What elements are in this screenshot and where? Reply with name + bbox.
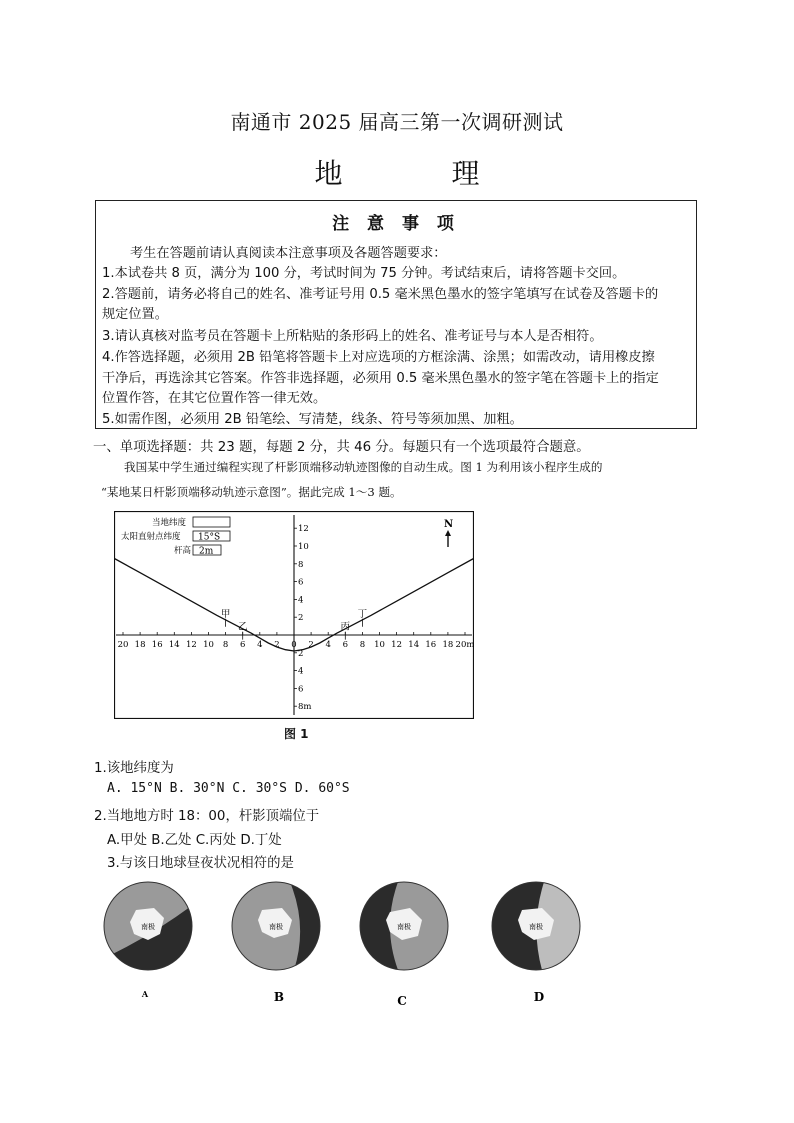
x-tick-label: 0 bbox=[291, 640, 297, 650]
globe-label-b: B bbox=[273, 990, 285, 1004]
x-tick-label: 2 bbox=[308, 640, 314, 650]
point-label: 乙 bbox=[237, 621, 248, 633]
notice-heading: 注 意 事 项 bbox=[332, 214, 460, 234]
figure-caption: 图 1 bbox=[284, 727, 309, 741]
globe-center-text: 南极 bbox=[397, 923, 411, 931]
globe-c bbox=[360, 882, 448, 970]
section-heading: 一、单项选择题：共 23 题，每题 2 分，共 46 分。每题只有一个选项最符合题意。 bbox=[93, 440, 590, 455]
notice-intro: 考生在答题前请认真阅读本注意事项及各题答题要求： bbox=[130, 246, 447, 261]
notice-line: 5.如需作图，必须用 2B 铅笔绘、写清楚，线条、符号等须加黑、加粗。 bbox=[102, 412, 523, 427]
y-tick-label: 6 bbox=[298, 684, 304, 695]
x-tick-label: 16 bbox=[425, 640, 437, 650]
latitude-label: 当地纬度 bbox=[152, 518, 187, 528]
y-tick-label: 2 bbox=[298, 613, 304, 624]
subsolar-label: 太阳直射点纬度 bbox=[121, 532, 181, 542]
y-tick-label: 4 bbox=[298, 666, 304, 677]
x-tick-label: 20 bbox=[117, 640, 129, 650]
point-label: 丙 bbox=[340, 621, 351, 633]
x-tick-label: 18 bbox=[134, 640, 146, 650]
notice-line: 干净后，再选涂其它答案。作答非选择题，必须用 0.5 毫米黑色墨水的签字笔在答题卡上的指定 bbox=[102, 371, 659, 386]
x-tick-label: 4 bbox=[325, 640, 331, 650]
x-tick-label: 14 bbox=[408, 640, 420, 650]
globe-label-d: D bbox=[533, 990, 545, 1004]
x-tick-label: 12 bbox=[185, 640, 197, 650]
question-stem: 我国某中学生通过编程实现了杆影顶端移动轨迹图像的自动生成。图 1 为利用该小程序生成的 bbox=[124, 460, 603, 474]
globe-label-c: C bbox=[397, 994, 407, 1008]
y-tick-label: 8 bbox=[298, 559, 304, 570]
notice-line: 1.本试卷共 8 页，满分为 100 分，考试时间为 75 分钟。考试结束后，请将答题卡交回。 bbox=[102, 266, 626, 281]
globe-b bbox=[232, 882, 322, 970]
x-tick-label: 12 bbox=[391, 640, 403, 650]
x-tick-label: 8 bbox=[359, 640, 366, 650]
x-tick-label: 4 bbox=[257, 640, 263, 650]
x-tick-label: 8 bbox=[222, 640, 229, 650]
x-tick-label: 10 bbox=[374, 640, 385, 650]
latitude-field bbox=[193, 517, 230, 527]
globe-label-a: A bbox=[141, 989, 149, 999]
question-1-options: A. 15°N B. 30°N C. 30°S D. 60°S bbox=[107, 781, 350, 796]
x-tick-label: 18 bbox=[442, 640, 454, 650]
globe-d bbox=[492, 882, 582, 970]
globe-center-text: 南极 bbox=[529, 923, 543, 931]
question-2-stem: 2.当地地方时 18：00，杆影顶端位于 bbox=[94, 809, 320, 824]
globe-a bbox=[104, 882, 194, 974]
y-tick-label: 10 bbox=[298, 542, 309, 552]
pole-label: 杆高 bbox=[174, 546, 192, 556]
notice-line: 规定位置。 bbox=[102, 307, 168, 322]
pole-value: 2m bbox=[199, 546, 214, 557]
subsolar-value: 15°S bbox=[198, 532, 221, 543]
notice-line: 3.请认真核对监考员在答题卡上所粘贴的条形码上的姓名、准考证号与本人是否相符。 bbox=[102, 329, 603, 344]
notice-box bbox=[95, 200, 697, 429]
x-tick-label: 10 bbox=[203, 640, 214, 650]
y-tick-label: 2 bbox=[298, 648, 304, 659]
question-2-options: A.甲处 B.乙处 C.丙处 D.丁处 bbox=[107, 833, 282, 848]
notice-line: 位置作答，在其它位置作答一律无效。 bbox=[102, 391, 327, 406]
question-1-stem: 1.该地纬度为 bbox=[94, 761, 174, 776]
x-tick-label: 14 bbox=[168, 640, 180, 650]
y-tick-label: 8m bbox=[298, 702, 312, 713]
notice-line: 2.答题前，请务必将自己的姓名、准考证号用 0.5 毫米黑色墨水的签字笔填写在试卷及答题卡的 bbox=[102, 287, 659, 302]
shadow-trajectory-chart bbox=[114, 511, 474, 719]
point-label: 甲 bbox=[220, 608, 231, 620]
x-tick-label: 6 bbox=[342, 640, 349, 650]
x-tick-label: 16 bbox=[151, 640, 163, 650]
globes-options bbox=[98, 878, 598, 1008]
point-label: 丁 bbox=[357, 608, 368, 620]
y-tick-label: 12 bbox=[298, 524, 309, 535]
y-tick-label: 4 bbox=[298, 595, 304, 606]
subject-title: 地 理 bbox=[314, 157, 530, 190]
x-tick-label: 6 bbox=[239, 640, 246, 650]
notice-line: 4.作答选择题，必须用 2B 铅笔将答题卡上对应选项的方框涂满、涂黑；如需改动，请用橡皮擦 bbox=[102, 350, 655, 365]
question-3-stem: 3.与该日地球昼夜状况相符的是 bbox=[107, 856, 294, 871]
globe-center-text: 南极 bbox=[269, 923, 283, 931]
question-stem: “某地某日杆影顶端移动轨迹示意图”。据此完成 1～3 题。 bbox=[101, 485, 402, 499]
north-label: N bbox=[444, 519, 454, 530]
x-tick-label: 20m bbox=[455, 640, 474, 650]
exam-title: 南通市 2025 届高三第一次调研测试 bbox=[230, 110, 564, 134]
globe-center-text: 南极 bbox=[141, 923, 155, 931]
y-tick-label: 6 bbox=[298, 577, 304, 588]
x-tick-label: 2 bbox=[274, 640, 280, 650]
